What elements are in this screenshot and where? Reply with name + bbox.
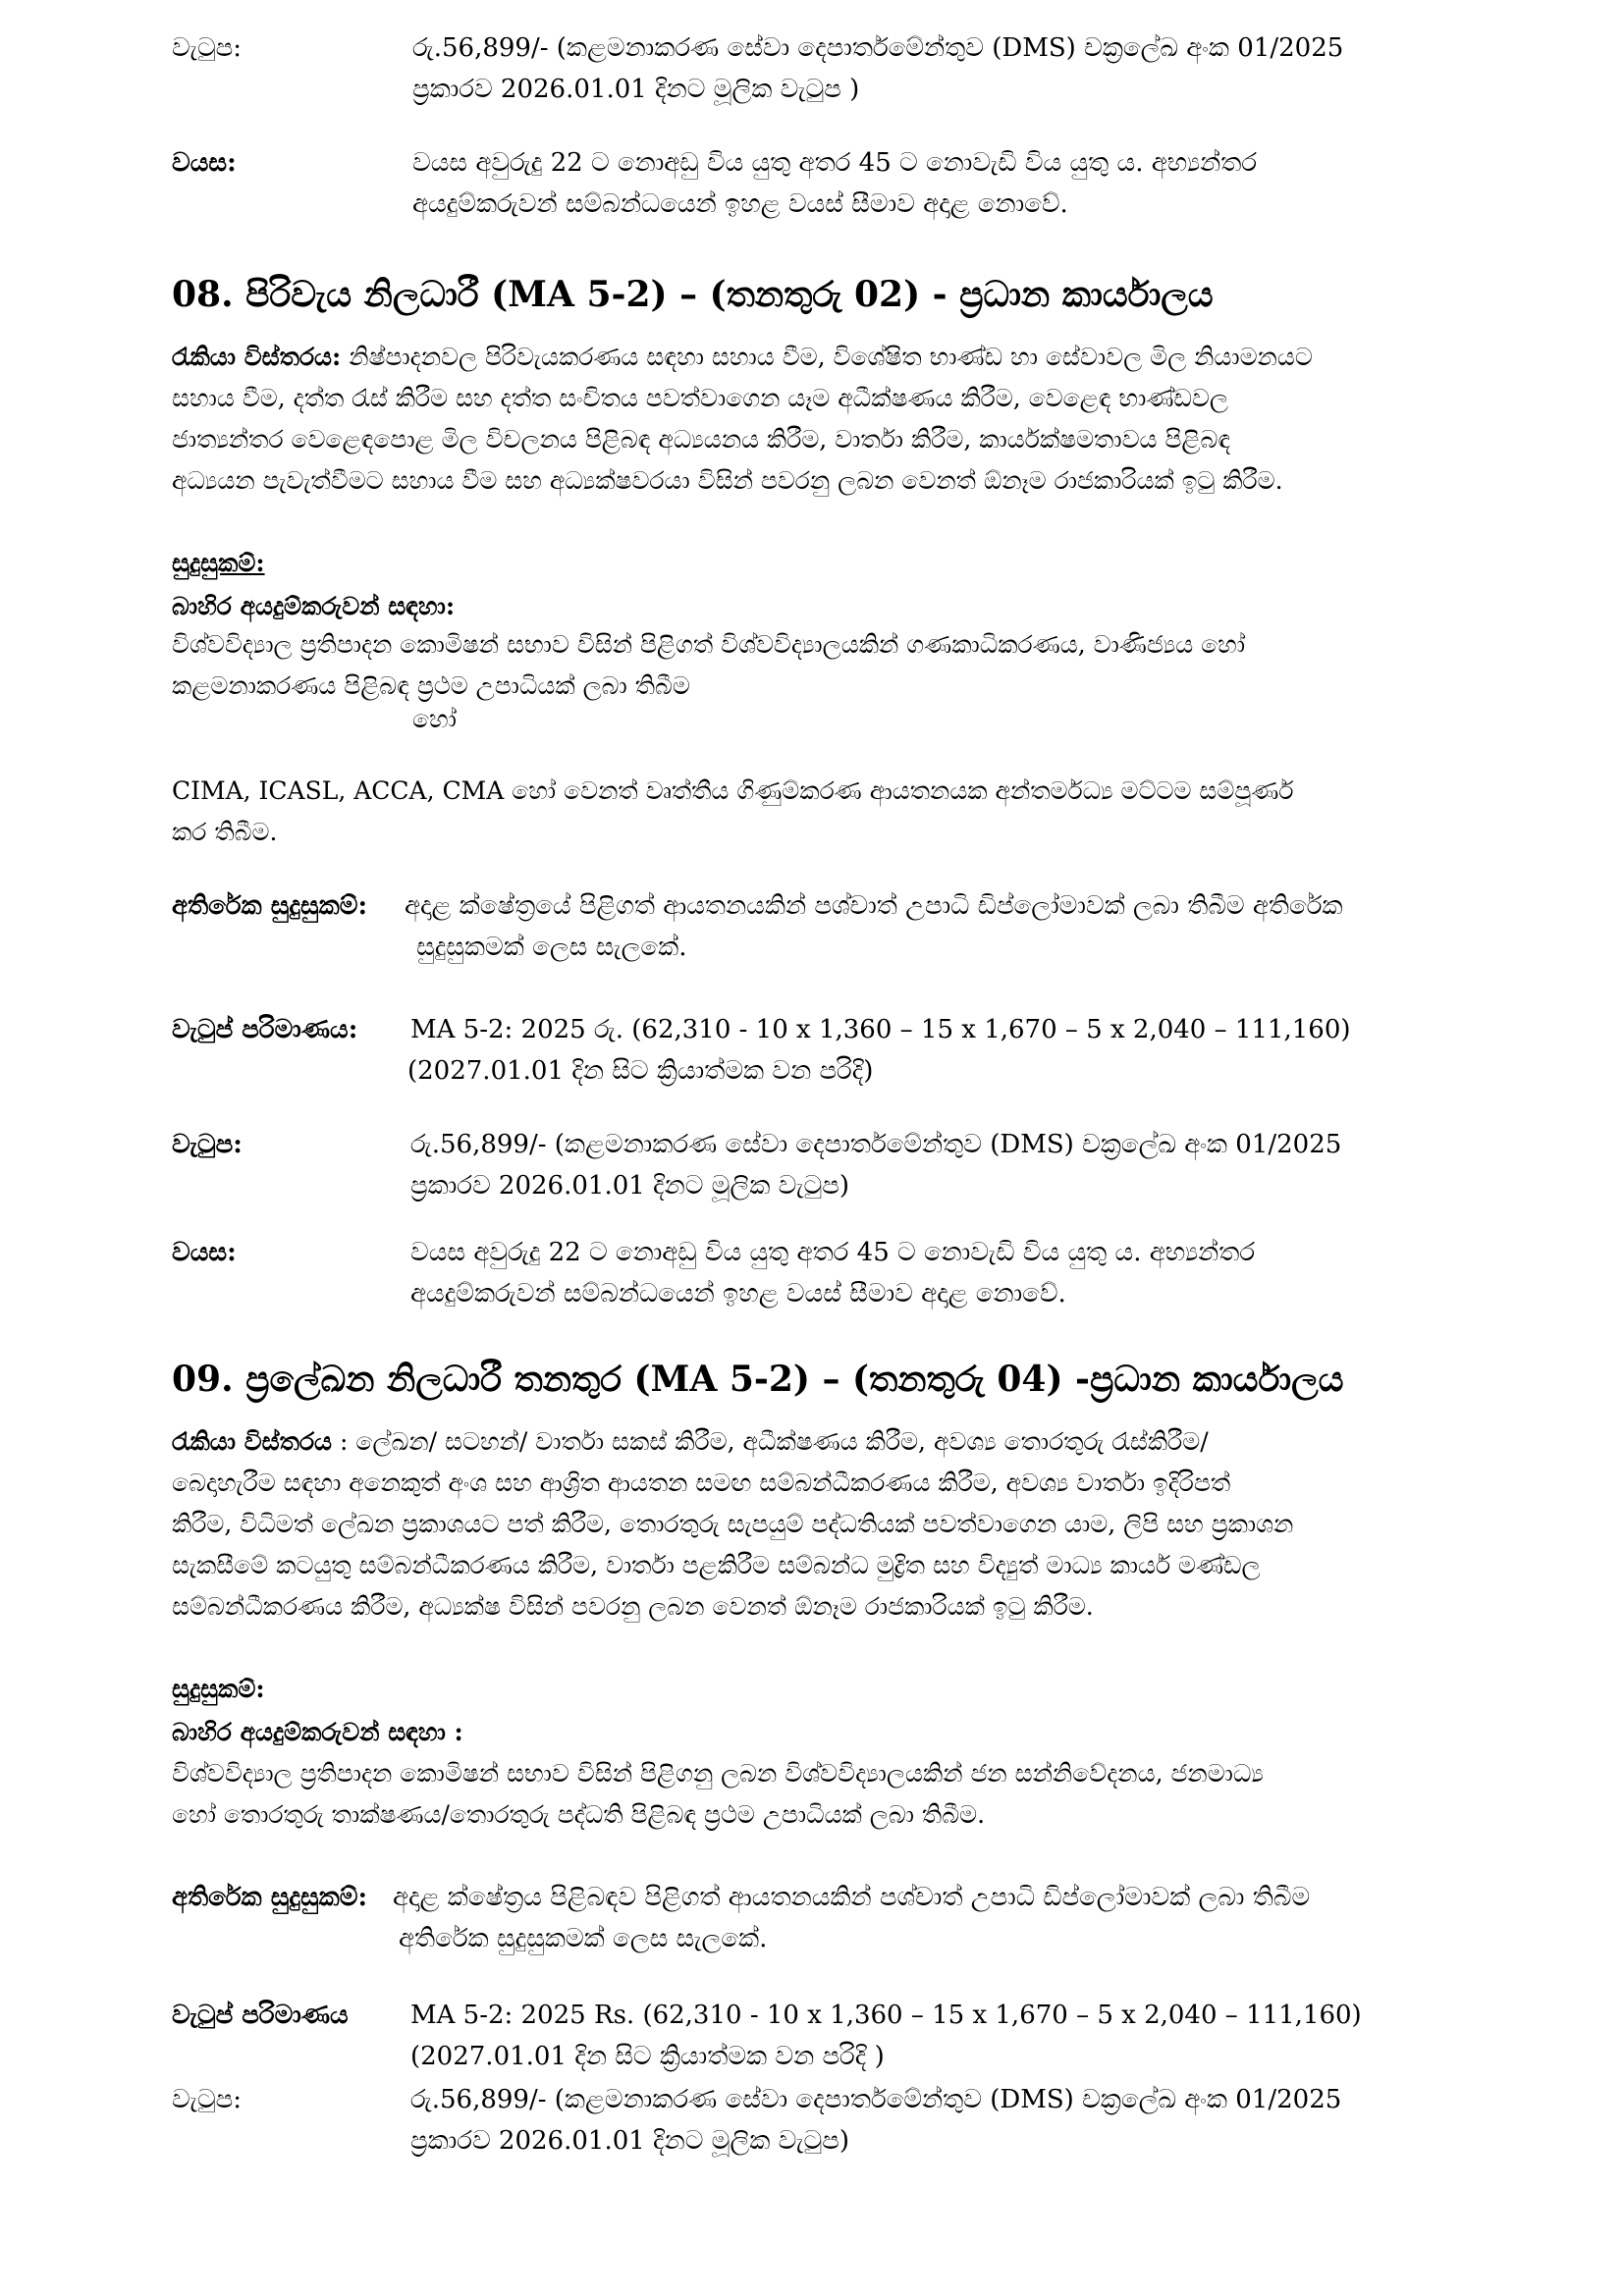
s07-age-line: අයදුම්කරුවන් සම්බන්ධයෙන් ඉහළ වයස් සීමාව අදාළ නොවේ.: [412, 189, 1068, 219]
s08-salary-label: වැටුප:: [172, 1130, 243, 1159]
s09-heading: 09. ප්‍රලේඛන නිලධාරී තනතුර (MA 5-2) – (තනතුරු 04) -ප්‍රධාන කාර්යාලය: [172, 1359, 1344, 1400]
s09-ext-line: හෝ තොරතුරු තාක්ෂණය/තොරතුරු පද්ධති පිළිබඳ ප්‍රථම උපාධියක් ලබා තිබීම.: [172, 1800, 986, 1829]
s09-ext-line: විශ්වවිද්‍යාල ප්‍රතිපාදන කොමිෂන් සභාව විසින් පිළිගනු ලබන විශ්වවිද්‍යාලයකින් ජන සන්නිවේදනය, ජනමාධ්‍ය: [172, 1759, 1264, 1788]
s08-scale-value: [407, 1009, 1540, 1092]
s08-salary-value: [410, 1124, 1540, 1206]
s09-scale-value: [410, 1995, 1540, 2077]
s09-salary-line: රු.56,899/- (කළමනාකරණ සේවා දෙපාර්තමේන්තුව (DMS) චක්‍රලේඛ අංක 01/2025: [410, 2085, 1342, 2114]
s08-age-label: වයස:: [172, 1238, 237, 1267]
s09-add-label: අතිරේක සුදුසුකම්:: [172, 1883, 368, 1912]
s09-salary-label: වැටුප:: [172, 2085, 243, 2114]
s08-scale-label: වැටුප් පරිමාණය:: [172, 1015, 358, 1044]
s08-duty-line-1: [172, 337, 1537, 378]
s07-age-label: වයස:: [172, 148, 237, 178]
s09-qual-heading: සුදුසුකම්:: [172, 1675, 265, 1703]
s08-duties: [172, 337, 1537, 502]
s09-duty-line: බෙදාහැරීම සඳහා අනෙකුත් අංශ සහ ආශ්‍රිත ආයතන සමඟ සම්බන්ධීකරණය කිරීම, අවශ්‍ය වාර්තා ඉදිරිපත්: [172, 1468, 1231, 1497]
s08-duty-line: අධ්‍යයන පැවැත්වීමට සහාය වීම සහ අධ්‍යක්ෂවරයා විසින් පවරනු ලබන වෙනත් ඕනෑම රාජකාරියක් ඉටු කිරීම.: [172, 466, 1283, 495]
s08-scale-line: MA 5-2: 2025 රු. (62,310 - 10 x 1,360 – 15 x 1,670 – 5 x 2,040 – 111,160): [410, 1015, 1351, 1044]
s08-heading: 08. පිරිවැය නිලධාරී (MA 5-2) – (තනතුරු 02) - ප්‍රධාන කාර්යාලය: [172, 274, 1214, 315]
s09-duty-label: රැකියා විස්තරය: [172, 1427, 333, 1456]
s08-scale-line: (2027.01.01 දින සිට ක්‍රියාත්මක වන පරිදි): [407, 1056, 874, 1086]
s09-add-value: [393, 1877, 1542, 1959]
s08-age-line: අයදුම්කරුවන් සම්බන්ධයෙන් ඉහළ වයස් සීමාව අදාළ නොවේ.: [410, 1279, 1066, 1308]
s08-prof-text: [172, 771, 1537, 853]
s09-add-line: අදාළ ක්ෂේත්‍රය පිළිබඳව පිළිගත් ආයතනයකින් පශ්චාත් උපාධි ඩිප්ලෝමාවක් ලබා තිබීම: [393, 1883, 1311, 1912]
s09-duty-text: : ලේඛන/ සටහන්/ වාර්තා සකස් කිරීම, අධීක්ෂණය කිරීම, අවශ්‍ය තොරතුරු රැස්කිරීම/: [332, 1427, 1209, 1456]
s09-ext-text: [172, 1753, 1537, 1836]
s09-ext-heading: බාහිර අයදුම්කරුවන් සඳහා :: [172, 1718, 463, 1746]
s08-add-line: සුදුසුකමක් ලෙස සැලකේ.: [416, 933, 687, 962]
s09-add-line: අතිරේක සුදුසුකමක් ලෙස සැලකේ.: [399, 1924, 768, 1953]
s08-prof-line: කර තිබීම.: [172, 818, 278, 846]
s08-duty-text: නිෂ්පාදනවල පිරිවැයකරණය සඳහා සහාය වීම, විශේෂිත භාණ්ඩ හා සේවාවල මිල නියාමනයට: [349, 343, 1313, 371]
s08-salary-line: ප්‍රකාරව 2026.01.01 දිනට මූලික වැටුප): [410, 1171, 849, 1201]
s07-salary-line: රු.56,899/- (කළමනාකරණ සේවා දෙපාර්තමේන්තුව (DMS) චක්‍රලේඛ අංක 01/2025: [412, 33, 1344, 63]
s08-duty-line: සහාය වීම, දත්ත රැස් කිරීම සහ දත්ත සංචිතය පවත්වාගෙන යෑම අධීක්ෂණය කිරීම, වෙළෙඳ භාණ්ඩවල: [172, 384, 1228, 412]
s08-qual-heading: සුදුසුකම්:: [172, 549, 265, 577]
s08-duty-label: රැකියා විස්තරය:: [172, 343, 342, 371]
s09-duty-line: සම්බන්ධීකරණය කිරීම, අධ්‍යක්ෂ විසින් පවරනු ලබන වෙනත් ඕනෑම රාජකාරියක් ඉටු කිරීම.: [172, 1592, 1094, 1621]
s07-salary-line: ප්‍රකාරව 2026.01.01 දිනට මූලික වැටුප ): [412, 75, 860, 104]
s09-salary-line: ප්‍රකාරව 2026.01.01 දිනට මූලික වැටුප): [410, 2126, 849, 2156]
s09-scale-line: MA 5-2: 2025 Rs. (62,310 - 10 x 1,360 – 15 x 1,670 – 5 x 2,040 – 111,160): [410, 2001, 1362, 2030]
s08-age-line: වයස අවුරුදු 22 ට නොඅඩු විය යුතු අතර 45 ට නොවැඩි විය යුතු ය. අභ්‍යන්තර: [410, 1238, 1256, 1267]
s09-salary-value: [410, 2079, 1540, 2162]
s08-prof-line: CIMA, ICASL, ACCA, CMA හෝ වෙනත් වෘත්තීය ගිණුම්කරණ ආයතනයක අන්තර්මධ්‍ය මට්ටම සම්පූර්ණ: [172, 776, 1294, 805]
s08-ext-line: විශ්වවිද්‍යාල ප්‍රතිපාදන කොමිෂන් සභාව විසින් පිළිගත් විශ්වවිද්‍යාලයකින් ගණකාධිකරණය, වාණිජ්‍යය හෝ: [172, 630, 1246, 659]
s09-duty-line: සැකසීමේ කටයුතු සම්බන්ධීකරණය කිරීම, වාර්තා පළකිරීම සම්බන්ධ මුද්‍රිත සහ විද්‍යුත් මාධ්‍ය කාර්ය මණ්ඩල: [172, 1551, 1261, 1579]
s08-duty-line: ජාත්‍යන්තර වෙළෙඳපොළ මිල විචලනය පිළිබඳ අධ්‍යයනය කිරීම, වාර්තා කිරීම, කාර්යක්ෂමතාවය පිළිබඳ: [172, 425, 1231, 454]
s07-age-value: [412, 142, 1542, 225]
s08-or: හෝ: [412, 705, 457, 733]
s08-add-label: අතිරේක සුදුසුකම්:: [172, 891, 368, 921]
s09-scale-label: වැටුප් පරිමාණය: [172, 2001, 349, 2030]
s08-salary-line: රු.56,899/- (කළමනාකරණ සේවා දෙපාර්තමේන්තුව (DMS) චක්‍රලේඛ අංක 01/2025: [410, 1130, 1342, 1159]
s09-duty-line: කිරීම, විධිමත් ලේඛන ප්‍රකාශයට පත් කිරීම, තොරතුරු සැපයුම් පද්ධතියක් පවත්වාගෙන යාම, ලිපි සහ ප්‍රකාශන: [172, 1510, 1294, 1538]
s09-scale-line: (2027.01.01 දින සිට ක්‍රියාත්මක වන පරිදි ): [410, 2042, 885, 2071]
s08-ext-text: [172, 624, 1537, 707]
s08-add-line: අදාළ ක්ෂේත්‍රයේ පිළිගත් ආයතනයකින් පශ්චාත් උපාධි ඩිප්ලෝමාවක් ලබා තිබීම අතිරේක: [405, 891, 1343, 921]
s08-age-value: [410, 1232, 1540, 1314]
s08-ext-line: කළමනාකරණය පිළිබඳ ප්‍රථම උපාධියක් ලබා තිබීම: [172, 671, 690, 700]
s08-add-value: [405, 885, 1543, 968]
s09-duty-line-1: [172, 1421, 1537, 1463]
s09-duties: [172, 1421, 1537, 1628]
s07-salary-label: වැටුප:: [172, 33, 243, 63]
s07-salary-value: [412, 27, 1542, 110]
s07-age-line: වයස අවුරුදු 22 ට නොඅඩු විය යුතු අතර 45 ට නොවැඩි විය යුතු ය. අභ්‍යන්තර: [412, 148, 1258, 178]
s08-ext-heading: බාහිර අයදුම්කරුවන් සඳහා:: [172, 592, 456, 620]
